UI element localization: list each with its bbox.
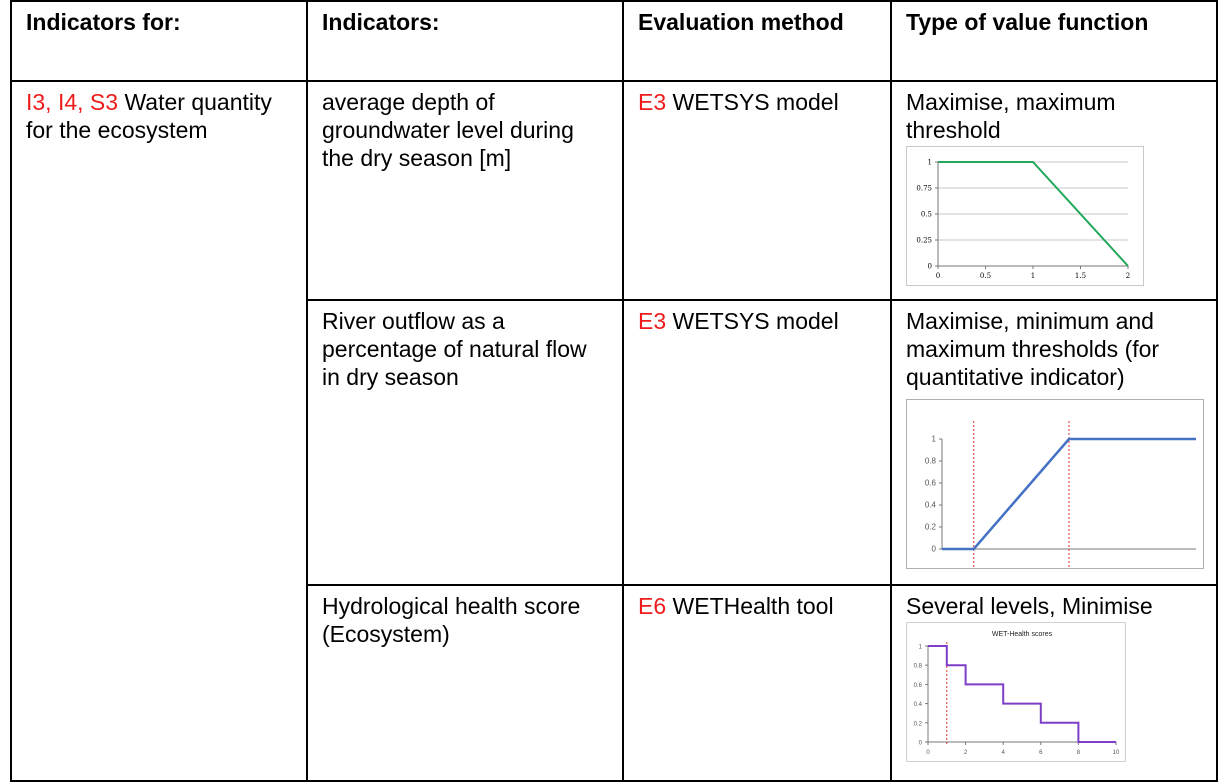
value-function-cell bbox=[891, 81, 1217, 300]
method-cell bbox=[623, 300, 891, 585]
value-function-cell bbox=[891, 585, 1217, 781]
header-indicators: Indicators: bbox=[307, 1, 623, 81]
chart-title: WET-Health scores bbox=[991, 631, 1053, 638]
value-function-text: Maximise, maximum threshold bbox=[906, 89, 1116, 143]
value-function-chart bbox=[906, 622, 1126, 762]
header-evaluation-method: Evaluation method bbox=[623, 1, 891, 81]
indicator-cell: average depth of groundwater level during the dry season [m] bbox=[307, 81, 623, 300]
y-tick-label: 0.4 bbox=[913, 702, 922, 709]
group-codes: I3, I4, S3 bbox=[26, 89, 119, 115]
method-code: E3 bbox=[638, 89, 667, 115]
x-tick-label: 0 bbox=[935, 272, 941, 280]
method-label: WETSYS model bbox=[666, 308, 839, 334]
method-code: E3 bbox=[638, 308, 667, 334]
y-tick-label: 0.5 bbox=[920, 210, 932, 219]
x-tick-label: 0 bbox=[926, 750, 930, 756]
y-tick-label: 0 bbox=[931, 544, 936, 554]
x-tick-label: 2 bbox=[963, 750, 968, 756]
method-label: WETSYS model bbox=[666, 89, 839, 115]
y-tick-label: 0 bbox=[918, 740, 922, 747]
chart-frame bbox=[907, 400, 1204, 569]
y-tick-label: 0.4 bbox=[924, 500, 936, 510]
header-value-function-type: Type of value function bbox=[891, 1, 1217, 81]
method-label: WETHealth tool bbox=[666, 593, 834, 619]
chart-frame bbox=[907, 623, 1126, 762]
y-tick-label: 1 bbox=[931, 434, 936, 444]
header-row bbox=[11, 1, 1217, 81]
x-tick-label: 4 bbox=[1001, 750, 1005, 756]
x-tick-label: 1 bbox=[1030, 272, 1036, 280]
y-tick-label: 0 bbox=[927, 262, 932, 271]
header-indicators-for: Indicators for: bbox=[11, 1, 307, 81]
y-tick-label: 0.6 bbox=[924, 478, 936, 488]
indicator-cell: Hydrological health score (Ecosystem) bbox=[307, 585, 623, 781]
indicator-cell: River outflow as a percentage of natural flow in dry season bbox=[307, 300, 623, 585]
y-tick-label: 0.2 bbox=[924, 522, 936, 532]
indicators-table bbox=[10, 0, 1218, 782]
value-function-cell bbox=[891, 300, 1217, 585]
y-tick-label: 0.8 bbox=[924, 456, 936, 466]
y-tick-label: 0.25 bbox=[916, 236, 932, 245]
y-tick-label: 1 bbox=[927, 158, 932, 167]
x-tick-label: 0.5 bbox=[979, 272, 992, 280]
group-cell bbox=[11, 81, 307, 781]
value-function-chart bbox=[906, 146, 1144, 286]
x-tick-label: 2 bbox=[1125, 272, 1131, 280]
chart-frame bbox=[907, 147, 1144, 286]
y-tick-label: 0.6 bbox=[913, 682, 922, 689]
group-label: Water quantity for the ecosystem bbox=[26, 89, 272, 143]
x-tick-label: 6 bbox=[1039, 750, 1043, 756]
x-tick-label: 10 bbox=[1112, 750, 1120, 756]
x-tick-label: 1.5 bbox=[1074, 272, 1087, 280]
method-cell bbox=[623, 585, 891, 781]
value-function-chart bbox=[906, 399, 1204, 569]
value-function-text: Maximise, minimum and maximum thresholds (for quantitative indicator) bbox=[906, 308, 1160, 390]
y-tick-label: 0.2 bbox=[913, 721, 922, 728]
method-cell bbox=[623, 81, 891, 300]
y-tick-label: 0.75 bbox=[916, 184, 932, 193]
value-function-text: Several levels, Minimise bbox=[906, 593, 1153, 619]
y-tick-label: 1 bbox=[918, 644, 922, 651]
method-code: E6 bbox=[638, 593, 667, 619]
table-row bbox=[11, 81, 1217, 300]
y-tick-label: 0.8 bbox=[913, 663, 922, 670]
x-tick-label: 8 bbox=[1076, 750, 1081, 756]
